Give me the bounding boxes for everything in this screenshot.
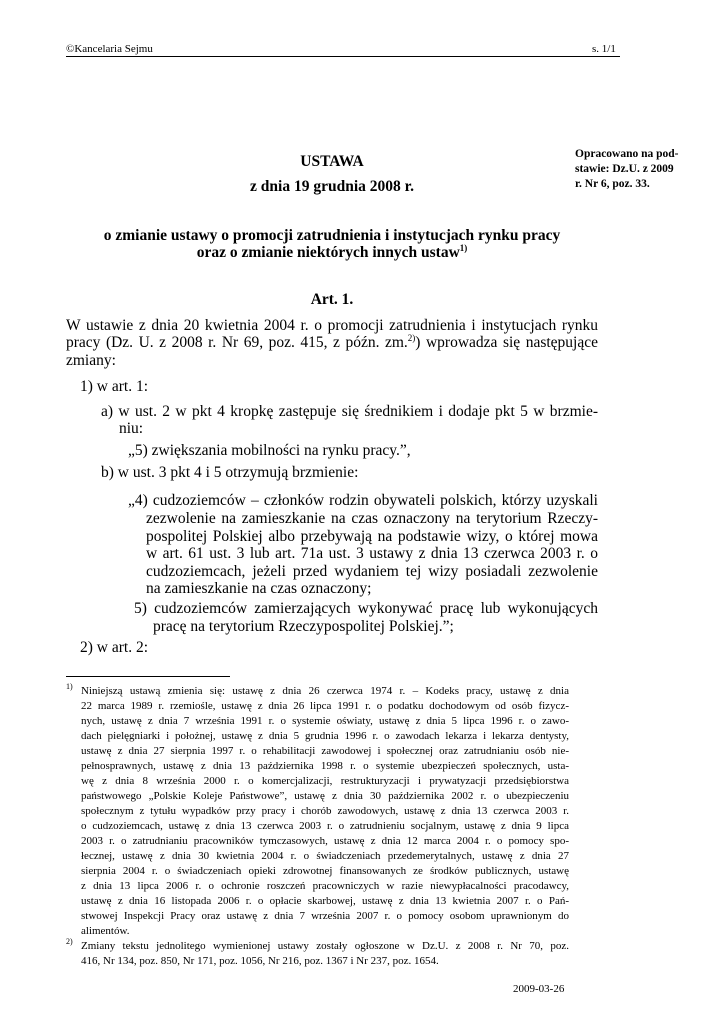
footnote-1-line: społecznym z tytułu wypadków przy pracy i chorób zawodowych, ustawę z dnia 13 czerwca 2003 r. — [81, 805, 569, 817]
footnote-1-line: wę z dnia 8 września 2000 r. o komercjalizacji, restrukturyzacji i prywatyzacji przedsiębiorstwa — [81, 775, 569, 787]
item-4-line: na zamieszkanie na czas oznaczony; — [146, 580, 372, 597]
point-1a-quote: „5) zwiększania mobilności na rynku pracy.”, — [128, 442, 411, 459]
footnote-2-line: 416, Nr 134, poz. 850, Nr 171, poz. 1056, Nr 216, poz. 1367 i Nr 237, poz. 1654. — [81, 955, 439, 967]
footnote-2-number: 2) — [66, 937, 73, 946]
intro-line — [66, 333, 598, 353]
header-rule — [66, 56, 620, 57]
footnote-1-line: łecznej, ustawę z dnia 30 kwietnia 2004 r. o świadczeniach przedemerytalnych, ustawę z dnia 27 — [81, 850, 569, 862]
article-heading: Art. 1. — [310, 291, 354, 308]
footnote-ref-1: 1) — [459, 243, 468, 253]
intro-line: zmiany: — [66, 352, 116, 369]
footnote-1-line: alimentów. — [81, 925, 130, 937]
footnote-1-line: sierpnia 2004 r. o świadczeniach opieki zdrowotnej finansowanych ze środków publicznych, ustawę — [81, 865, 569, 877]
intro-text: pracy (Dz. U. z 2008 r. Nr 69, poz. 415, z późn. zm. — [66, 334, 408, 351]
footnote-1-line: z dnia 13 lipca 2006 r. o ochronie roszczeń pracowniczych w razie niewypłacalności pracodawcy, — [81, 880, 569, 892]
footnote-1-line: o cudzoziemcach, ustawę z dnia 13 czerwca 2003 r. o zatrudnieniu socjalnym, ustawę z dnia 9 lipca — [81, 820, 569, 832]
act-subject-line2-text: oraz o zmianie niektórych innych ustaw — [196, 244, 460, 261]
item-4-line: pospolitej Polskiej albo przebywają na podstawie wizy, o której mowa — [146, 528, 598, 545]
header-source: ©Kancelaria Sejmu — [66, 43, 153, 55]
intro-text: ) wprowadza się następujące — [415, 334, 598, 351]
point-1a-line: niu: — [119, 420, 144, 437]
footnote-1-line: Niniejszą ustawą zmienia się: ustawę z dnia 26 czerwca 1974 r. – Kodeks pracy, ustawę z dnia — [81, 685, 569, 697]
footnote-1-line: nych, ustawę z dnia 7 września 1991 r. o systemie oświaty, ustawę z dnia 5 lipca 1996 r. o zawo- — [81, 715, 569, 727]
item-5-line: pracę na terytorium Rzeczypospolitej Polskiej.”; — [153, 618, 454, 635]
act-type-title: USTAWA — [300, 153, 364, 170]
act-subject-line2 — [66, 244, 598, 262]
header-page-number: s. 1/1 — [592, 43, 616, 55]
source-note-line: stawie: Dz.U. z 2009 — [575, 163, 674, 175]
point-2: 2) w art. 2: — [80, 639, 149, 656]
footnote-1-number: 1) — [66, 682, 73, 691]
item-4-line: „4) cudzoziemców – członków rodzin obywateli polskich, którzy uzyskali — [128, 492, 598, 509]
point-1b: b) w ust. 3 pkt 4 i 5 otrzymują brzmienie: — [101, 464, 359, 481]
intro-line: W ustawie z dnia 20 kwietnia 2004 r. o promocji zatrudnienia i instytucjach rynku — [66, 317, 598, 334]
footnote-1-line: 2003 r. o zatrudnianiu pracowników tymczasowych, ustawę z dnia 12 marca 2004 r. o pomocy spo- — [81, 835, 569, 847]
footnote-1-line: ustawę z dnia 16 listopada 2006 r. o opłacie skarbowej, ustawę z dnia 13 kwietnia 2007 r. o Pań- — [81, 895, 569, 907]
footnote-separator — [66, 676, 230, 677]
footnote-1-line: pełnosprawnych, ustawę z dnia 13 października 1998 r. o systemie ubezpieczeń społecznych, usta- — [81, 760, 569, 772]
footnote-2-line: Zmiany tekstu jednolitego wymienionej ustawy zostały ogłoszone w Dz.U. z 2008 r. Nr 70, poz. — [81, 940, 569, 952]
footnote-2-mark — [66, 938, 73, 953]
item-4-line: w art. 61 ust. 3 lub art. 71a ust. 3 ustawy z dnia 13 czerwca 2003 r. o — [146, 545, 598, 562]
footnote-1-line: stwowej Inspekcji Pracy oraz ustawę z dnia 7 września 2007 r. o pomocy osobom uprawnionym do — [81, 910, 569, 922]
act-date: z dnia 19 grudnia 2008 r. — [250, 178, 414, 195]
footer-date: 2009-03-26 — [513, 983, 565, 995]
footnote-1-line: ustawę z dnia 27 sierpnia 1997 r. o rehabilitacji zawodowej i społecznej oraz zatrudnianiu osób nie- — [81, 745, 569, 757]
footnote-1-mark — [66, 683, 73, 698]
footnote-1-line: dach pielęgniarki i położnej, ustawę z dnia 5 grudnia 1996 r. o zawodach lekarza i lekarza dentysty, — [81, 730, 569, 742]
footnote-1-line: państwowego „Polskie Koleje Państwowe”, ustawę z dnia 30 października 2002 r. o ubezpieczeniu — [81, 790, 569, 802]
item-4-line: cudzoziemcach, jeżeli przed wydaniem tej wizy posiadali zezwolenie — [146, 563, 598, 580]
source-note-line: r. Nr 6, poz. 33. — [575, 178, 650, 190]
footnote-ref-2: 2) — [407, 333, 416, 343]
point-1: 1) w art. 1: — [80, 378, 149, 395]
source-note-line: Opracowano na pod- — [575, 148, 679, 160]
point-1a-line: a) w ust. 2 w pkt 4 kropkę zastępuje się średnikiem i dodaje pkt 5 w brzmie- — [101, 403, 598, 420]
footnote-1-line: 22 marca 1989 r. rzemiośle, ustawę z dnia 26 lipca 1991 r. o podatku dochodowym od osób fizycz- — [81, 700, 569, 712]
act-subject-line1: o zmianie ustawy o promocji zatrudnienia i instytucjach rynku pracy — [103, 227, 561, 244]
item-4-line: zezwolenie na zamieszkanie na czas oznaczony na terytorium Rzeczy- — [146, 510, 598, 527]
item-5-line: 5) cudzoziemców zamierzających wykonywać pracę lub wykonujących — [134, 600, 598, 617]
